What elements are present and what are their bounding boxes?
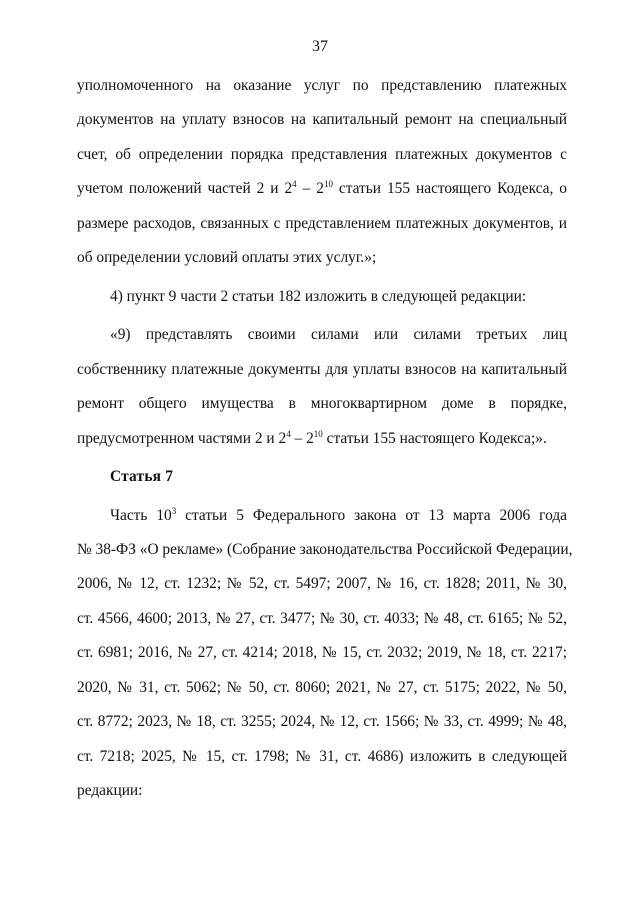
- superscript: 10: [313, 428, 323, 439]
- text-line: счет, об определении порядка представления платежных документов с: [77, 145, 567, 163]
- text-line: [77, 175, 567, 209]
- text-fragment: – 2: [296, 180, 324, 198]
- text-line: ремонт общего имущества в многоквартирном доме в порядке,: [77, 395, 567, 413]
- document-body: [77, 72, 573, 811]
- text-line: [77, 502, 567, 536]
- text-line: 4) пункт 9 части 2 статьи 182 изложить в следующей редакции:: [110, 287, 527, 305]
- text-line: 2020, № 31, ст. 5062; № 50, ст. 8060; 2021, № 27, ст. 5175; 2022, № 50,: [77, 678, 567, 696]
- text-line: ст. 6981; 2016, № 27, ст. 4214; 2018, № 15, ст. 2032; 2019, № 18, ст. 2217;: [77, 644, 567, 662]
- text-fragment: статьи 5 Федерального закона от 13 марта 2006 года: [176, 506, 567, 524]
- text-line: об определении условий оплаты этих услуг.»;: [77, 249, 377, 267]
- superscript: 10: [323, 179, 333, 190]
- text-fragment: учетом положений частей 2 и 2: [77, 180, 293, 198]
- superscript: 4: [286, 428, 291, 439]
- text-line: уполномоченного на оказание услуг по представлению платежных: [77, 77, 567, 94]
- article-heading: Статья 7: [110, 468, 174, 485]
- page-number: 37: [312, 38, 328, 55]
- text-line: № 38-ФЗ «О рекламе» (Собрание законодательства Российской Федерации,: [77, 540, 573, 558]
- text-line: ст. 4566, 4600; 2013, № 27, ст. 3477; № 30, ст. 4033; № 48, ст. 6165; № 52,: [77, 609, 567, 627]
- superscript: 4: [292, 179, 297, 190]
- text-line: ст. 8772; 2023, № 18, ст. 3255; 2024, № 12, ст. 1566; № 33, ст. 4999; № 48,: [77, 713, 567, 731]
- text-fragment: статьи 155 настоящего Кодекса;».: [322, 429, 547, 447]
- superscript: 3: [171, 505, 177, 516]
- text-line: ст. 7218; 2025, № 15, ст. 1798; № 31, ст. 4686) изложить в следующей: [77, 747, 567, 765]
- text-line: «9) представлять своими силами или силами третьих лиц: [110, 326, 567, 344]
- text-fragment: статьи 155 настоящего Кодекса, о: [332, 180, 567, 198]
- text-fragment: предусмотренном частями 2 и 2: [77, 429, 287, 447]
- text-line: собственнику платежные документы для уплаты взносов на капитальный: [77, 360, 567, 378]
- text-fragment: – 2: [290, 429, 314, 447]
- text-line: редакции:: [77, 782, 143, 799]
- text-line: [77, 425, 567, 464]
- text-fragment: Часть 10: [110, 506, 172, 524]
- text-line: размере расходов, связанных с представлением платежных документов, и: [77, 214, 567, 232]
- text-line: 2006, № 12, ст. 1232; № 52, ст. 5497; 2007, № 16, ст. 1828; 2011, № 30,: [77, 575, 567, 593]
- text-line: документов на уплату взносов на капитальный ремонт на специальный: [77, 111, 567, 129]
